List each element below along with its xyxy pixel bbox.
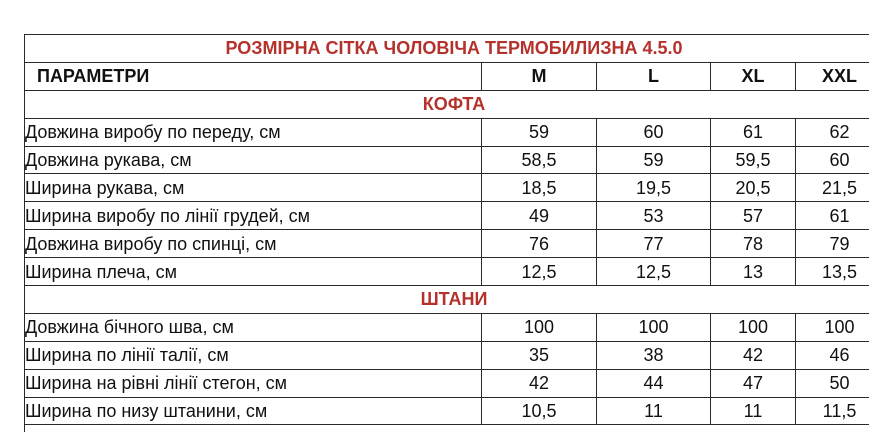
value-cell: 49: [482, 202, 597, 230]
header-size-l: L: [597, 62, 711, 90]
table-row: [25, 202, 869, 230]
value-cell: 47: [711, 369, 796, 397]
value-cell: 61: [711, 118, 796, 146]
table-row: [25, 397, 869, 425]
header-size-xxl: XXL: [796, 62, 869, 90]
value-cell: 11: [597, 397, 711, 425]
value-cell: 59: [597, 146, 711, 174]
table-row: [25, 146, 869, 174]
header-size-m: M: [482, 62, 597, 90]
parameter-cell: Ширина виробу по лінії грудей, см: [25, 202, 482, 230]
table-row: [25, 118, 869, 146]
parameter-cell: Ширина плеча, см: [25, 258, 482, 286]
value-cell: 62: [796, 118, 869, 146]
value-cell: 12,5: [482, 258, 597, 286]
value-cell: 11,5: [796, 397, 869, 425]
value-cell: 59,5: [711, 146, 796, 174]
value-cell: 77: [597, 230, 711, 258]
table-row: [25, 313, 869, 341]
value-cell: 46: [796, 341, 869, 369]
value-cell: 19,5: [597, 174, 711, 202]
value-cell: 58,5: [482, 146, 597, 174]
parameter-cell: Ширина по низу штанини, см: [25, 397, 482, 425]
value-cell: 13: [711, 258, 796, 286]
value-cell: 11: [711, 397, 796, 425]
value-cell: 79: [796, 230, 869, 258]
value-cell: 38: [597, 341, 711, 369]
value-cell: 60: [796, 146, 869, 174]
header-row: [25, 62, 869, 90]
value-cell: 100: [711, 313, 796, 341]
title-row: [25, 35, 869, 63]
value-cell: 76: [482, 230, 597, 258]
value-cell: 12,5: [597, 258, 711, 286]
value-cell: 100: [597, 313, 711, 341]
section-title: ШТАНИ: [25, 286, 869, 314]
table-row: [25, 258, 869, 286]
section-title: КОФТА: [25, 90, 869, 118]
parameter-cell: Ширина рукава, см: [25, 174, 482, 202]
header-size-xl: XL: [711, 62, 796, 90]
value-cell: 42: [711, 341, 796, 369]
value-cell: 21,5: [796, 174, 869, 202]
parameter-cell: Довжина рукава, см: [25, 146, 482, 174]
value-cell: 60: [597, 118, 711, 146]
parameter-cell: Довжина виробу по спинці, см: [25, 230, 482, 258]
table-row: [25, 369, 869, 397]
table-trailing-border: [24, 421, 25, 432]
value-cell: 10,5: [482, 397, 597, 425]
parameter-cell: Ширина на рівні лінії стегон, см: [25, 369, 482, 397]
section-row: [25, 286, 869, 314]
parameter-cell: Довжина бічного шва, см: [25, 313, 482, 341]
value-cell: 59: [482, 118, 597, 146]
value-cell: 100: [482, 313, 597, 341]
parameter-cell: Довжина виробу по переду, см: [25, 118, 482, 146]
value-cell: 35: [482, 341, 597, 369]
value-cell: 100: [796, 313, 869, 341]
value-cell: 57: [711, 202, 796, 230]
size-chart-table: [24, 34, 869, 425]
value-cell: 61: [796, 202, 869, 230]
table-row: [25, 341, 869, 369]
section-row: [25, 90, 869, 118]
value-cell: 42: [482, 369, 597, 397]
value-cell: 18,5: [482, 174, 597, 202]
value-cell: 78: [711, 230, 796, 258]
value-cell: 53: [597, 202, 711, 230]
table-title: РОЗМІРНА СІТКА ЧОЛОВІЧА ТЕРМОБИЛИЗНА 4.5.0: [25, 35, 869, 63]
table-row: [25, 174, 869, 202]
value-cell: 44: [597, 369, 711, 397]
value-cell: 13,5: [796, 258, 869, 286]
value-cell: 20,5: [711, 174, 796, 202]
value-cell: 50: [796, 369, 869, 397]
parameter-cell: Ширина по лінії талії, см: [25, 341, 482, 369]
header-parameters: ПАРАМЕТРИ: [25, 62, 482, 90]
table-row: [25, 230, 869, 258]
